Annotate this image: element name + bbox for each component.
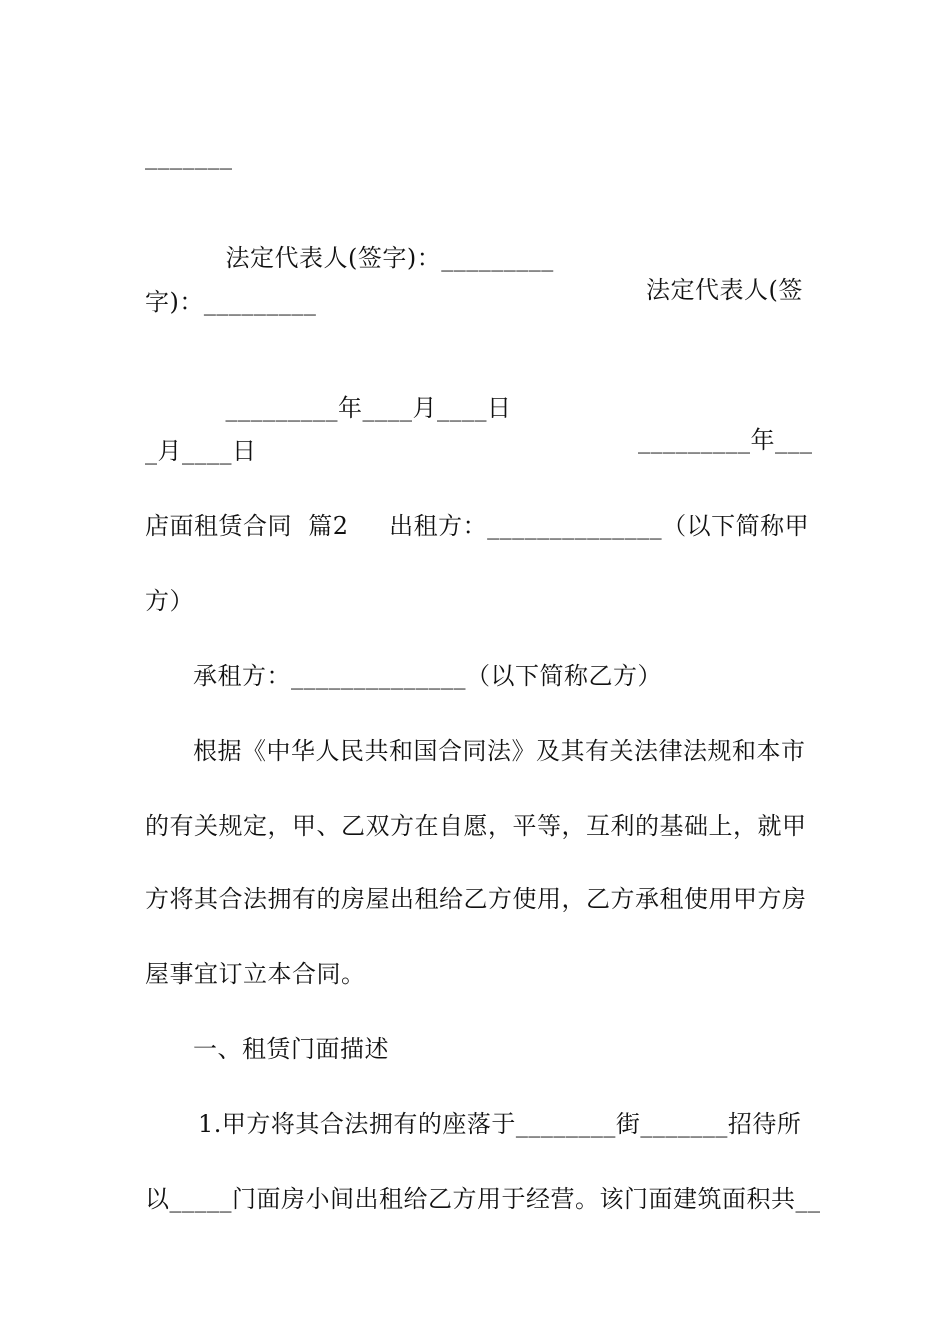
signature-line-left: [193, 210, 810, 338]
clause-line: 以_____门面房小间出租给乙方用于经营。该门面建筑面积共__: [145, 1185, 821, 1213]
paragraph-line: 方将其合法拥有的房屋出租给乙方使用，乙方承租使用甲方房: [145, 885, 807, 913]
date-line-continued: _月____日: [145, 437, 257, 465]
lessee-line: 承租方：______________（以下简称乙方）: [193, 662, 662, 690]
date-line: [193, 360, 813, 488]
paragraph-line: 的有关规定，甲、乙双方在自愿，平等，互利的基础上，就甲: [145, 812, 807, 840]
paragraph-line: 屋事宜订立本合同。: [145, 960, 366, 988]
signature-line-continued: 字)：_________: [145, 288, 317, 316]
lessor-continued: 方）: [145, 587, 194, 615]
contract-title-lessor: 店面租赁合同 篇2 出租方：______________（以下简称甲: [145, 512, 810, 540]
legal-rep-signature-right: 法定代表人(签: [646, 276, 803, 304]
date-left: _________年____月____日: [225, 394, 512, 422]
legal-rep-signature-left: 法定代表人(签字)：_________: [225, 244, 554, 272]
clause-line: 1.甲方将其合法拥有的座落于________街_______招待所: [198, 1110, 802, 1138]
section-heading: 一、租赁门面描述: [193, 1035, 389, 1063]
date-right: _________年___: [638, 426, 813, 454]
blank-underline: _______: [145, 142, 233, 170]
paragraph-line: 根据《中华人民共和国合同法》及其有关法律法规和本市: [193, 737, 806, 765]
